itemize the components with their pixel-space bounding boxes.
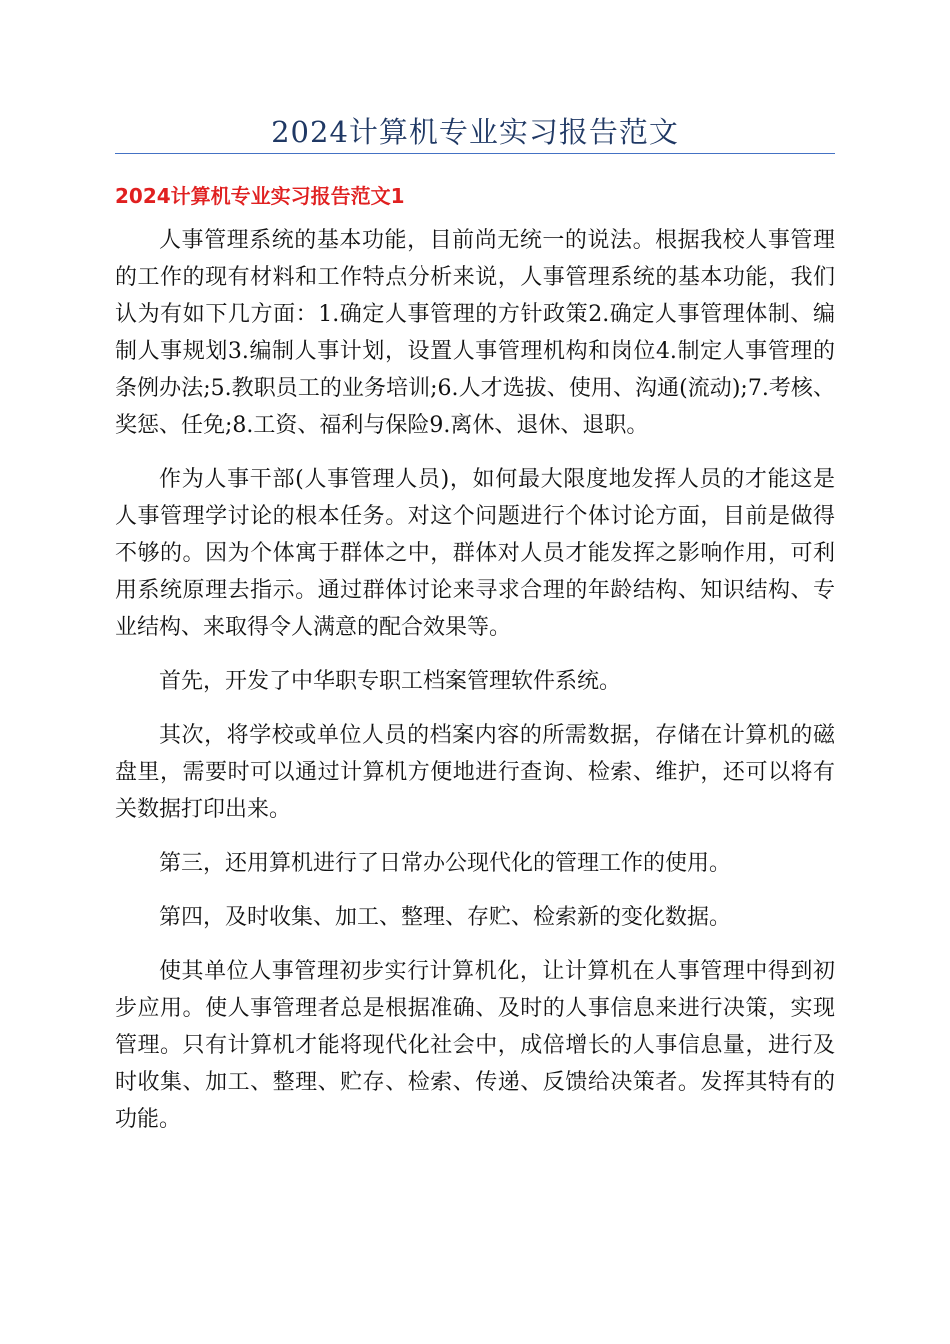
document-body <box>115 222 835 1155</box>
paragraph-second: 其次，将学校或单位人员的档案内容的所需数据，存储在计算机的磁盘里，需要时可以通过计算机方便地进行查询、检索、维护，还可以将有关数据打印出来。 <box>115 723 835 822</box>
document-title: 2024计算机专业实习报告范文 <box>271 115 679 149</box>
paragraph-first: 首先，开发了中华职专职工档案管理软件系统。 <box>159 669 622 694</box>
paragraph-personnel: 作为人事干部(人事管理人员)，如何最大限度地发挥人员的才能这是人事管理学讨论的根本任务。对这个问题进行个体讨论方面，目前是做得不够的。因为个体寓于群体之中，群体对人员才能发挥之影响作用，可利用系统原理去指示。通过群体讨论来寻求合理的年龄结构、知识结构、专业结构、来取得令人满意的配合效果等。 <box>115 467 835 640</box>
paragraph-fourth: 第四，及时收集、加工、整理、存贮、检索新的变化数据。 <box>159 905 732 930</box>
paragraph-conclusion: 使其单位人事管理初步实行计算机化，让计算机在人事管理中得到初步应用。使人事管理者总是根据准确、及时的人事信息来进行决策，实现管理。只有计算机才能将现代化社会中，成倍增长的人事信息量，进行及时收集、加工、整理、贮存、检索、传递、反馈给决策者。发挥其特有的功能。 <box>115 959 835 1132</box>
paragraph-functions: 人事管理系统的基本功能，目前尚无统一的说法。根据我校人事管理的工作的现有材料和工作特点分析来说，人事管理系统的基本功能，我们认为有如下几方面：1.确定人事管理的方针政策2.确定人事管理体制、编制人事规划3.编制人事计划，设置人事管理机构和岗位4.制定人事管理的条例办法;5.教职员工的业务培训;6.人才选拔、使用、沟通(流动);7.考核、奖惩、任免;8.工资、福利与保险9.离休、退休、退职。 <box>115 228 835 438</box>
paragraph-third: 第三，还用算机进行了日常办公现代化的管理工作的使用。 <box>159 851 732 876</box>
section-heading: 2024计算机专业实习报告范文1 <box>115 184 405 208</box>
title-underline <box>115 153 835 154</box>
